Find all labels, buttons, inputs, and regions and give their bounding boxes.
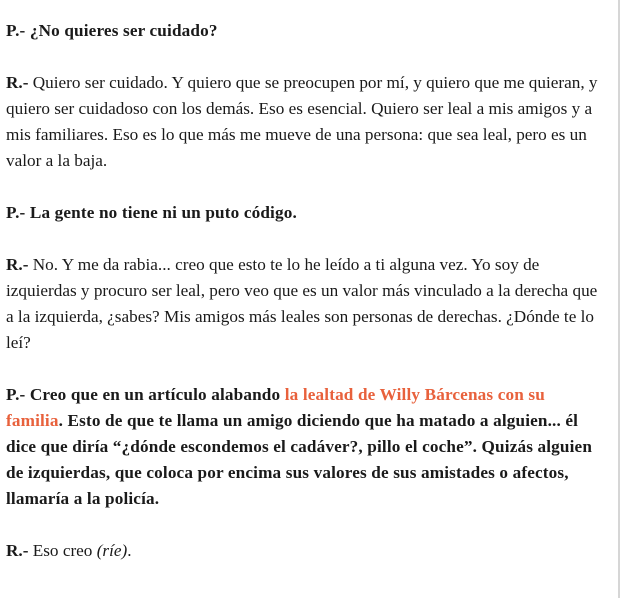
question-3: [6, 382, 600, 512]
question-2: [6, 200, 600, 226]
answer-label: R.-: [6, 255, 29, 274]
question-label: P.-: [6, 203, 26, 222]
question-1: [6, 18, 600, 44]
question-label: P.-: [6, 385, 26, 404]
answer-aside: (ríe): [96, 541, 128, 560]
answer-label: R.-: [6, 73, 29, 92]
answer-1: [6, 70, 600, 174]
question-text: La gente no tiene ni un puto código.: [29, 203, 297, 222]
answer-text: Quiero ser cuidado. Y quiero que se preocupen por mí, y quiero que me quieran, y quiero ser cuidadoso con los demás. Eso es esencial. Quiero ser leal a mis amigos y a mis familiares. Eso es lo que más me mueve de una persona: que sea leal, pero es un valor a la baja.: [6, 73, 598, 170]
question-text-before-link: Creo que en un artículo alabando: [29, 385, 281, 404]
question-text: ¿No quieres ser cuidado?: [29, 21, 218, 40]
answer-label: R.-: [6, 541, 29, 560]
answer-2: [6, 252, 600, 356]
answer-text: Eso creo: [32, 541, 93, 560]
answer-text: No. Y me da rabia... creo que esto te lo he leído a ti alguna vez. Yo soy de izquierdas y procuro ser leal, pero veo que es un valor más vinculado a la derecha que a la izquierda, ¿sabes? Mis amigos más leales son personas de derechas. ¿Dónde te lo leí?: [6, 255, 598, 352]
question-label: P.-: [6, 21, 26, 40]
answer-3: [6, 538, 600, 564]
barcenas-article-link[interactable]: la lealtad de Willy Bárcenas con su familia: [6, 385, 545, 430]
answer-end: .: [127, 541, 132, 560]
question-text-after-link: . Esto de que te llama un amigo diciendo que ha matado a alguien... él dice que diría “¿dónde escondemos el cadáver?, pillo el coche”. Quizás alguien de izquierdas, que coloca por encima sus valores de sus amistades o afectos, llamaría a la policía.: [6, 411, 593, 508]
